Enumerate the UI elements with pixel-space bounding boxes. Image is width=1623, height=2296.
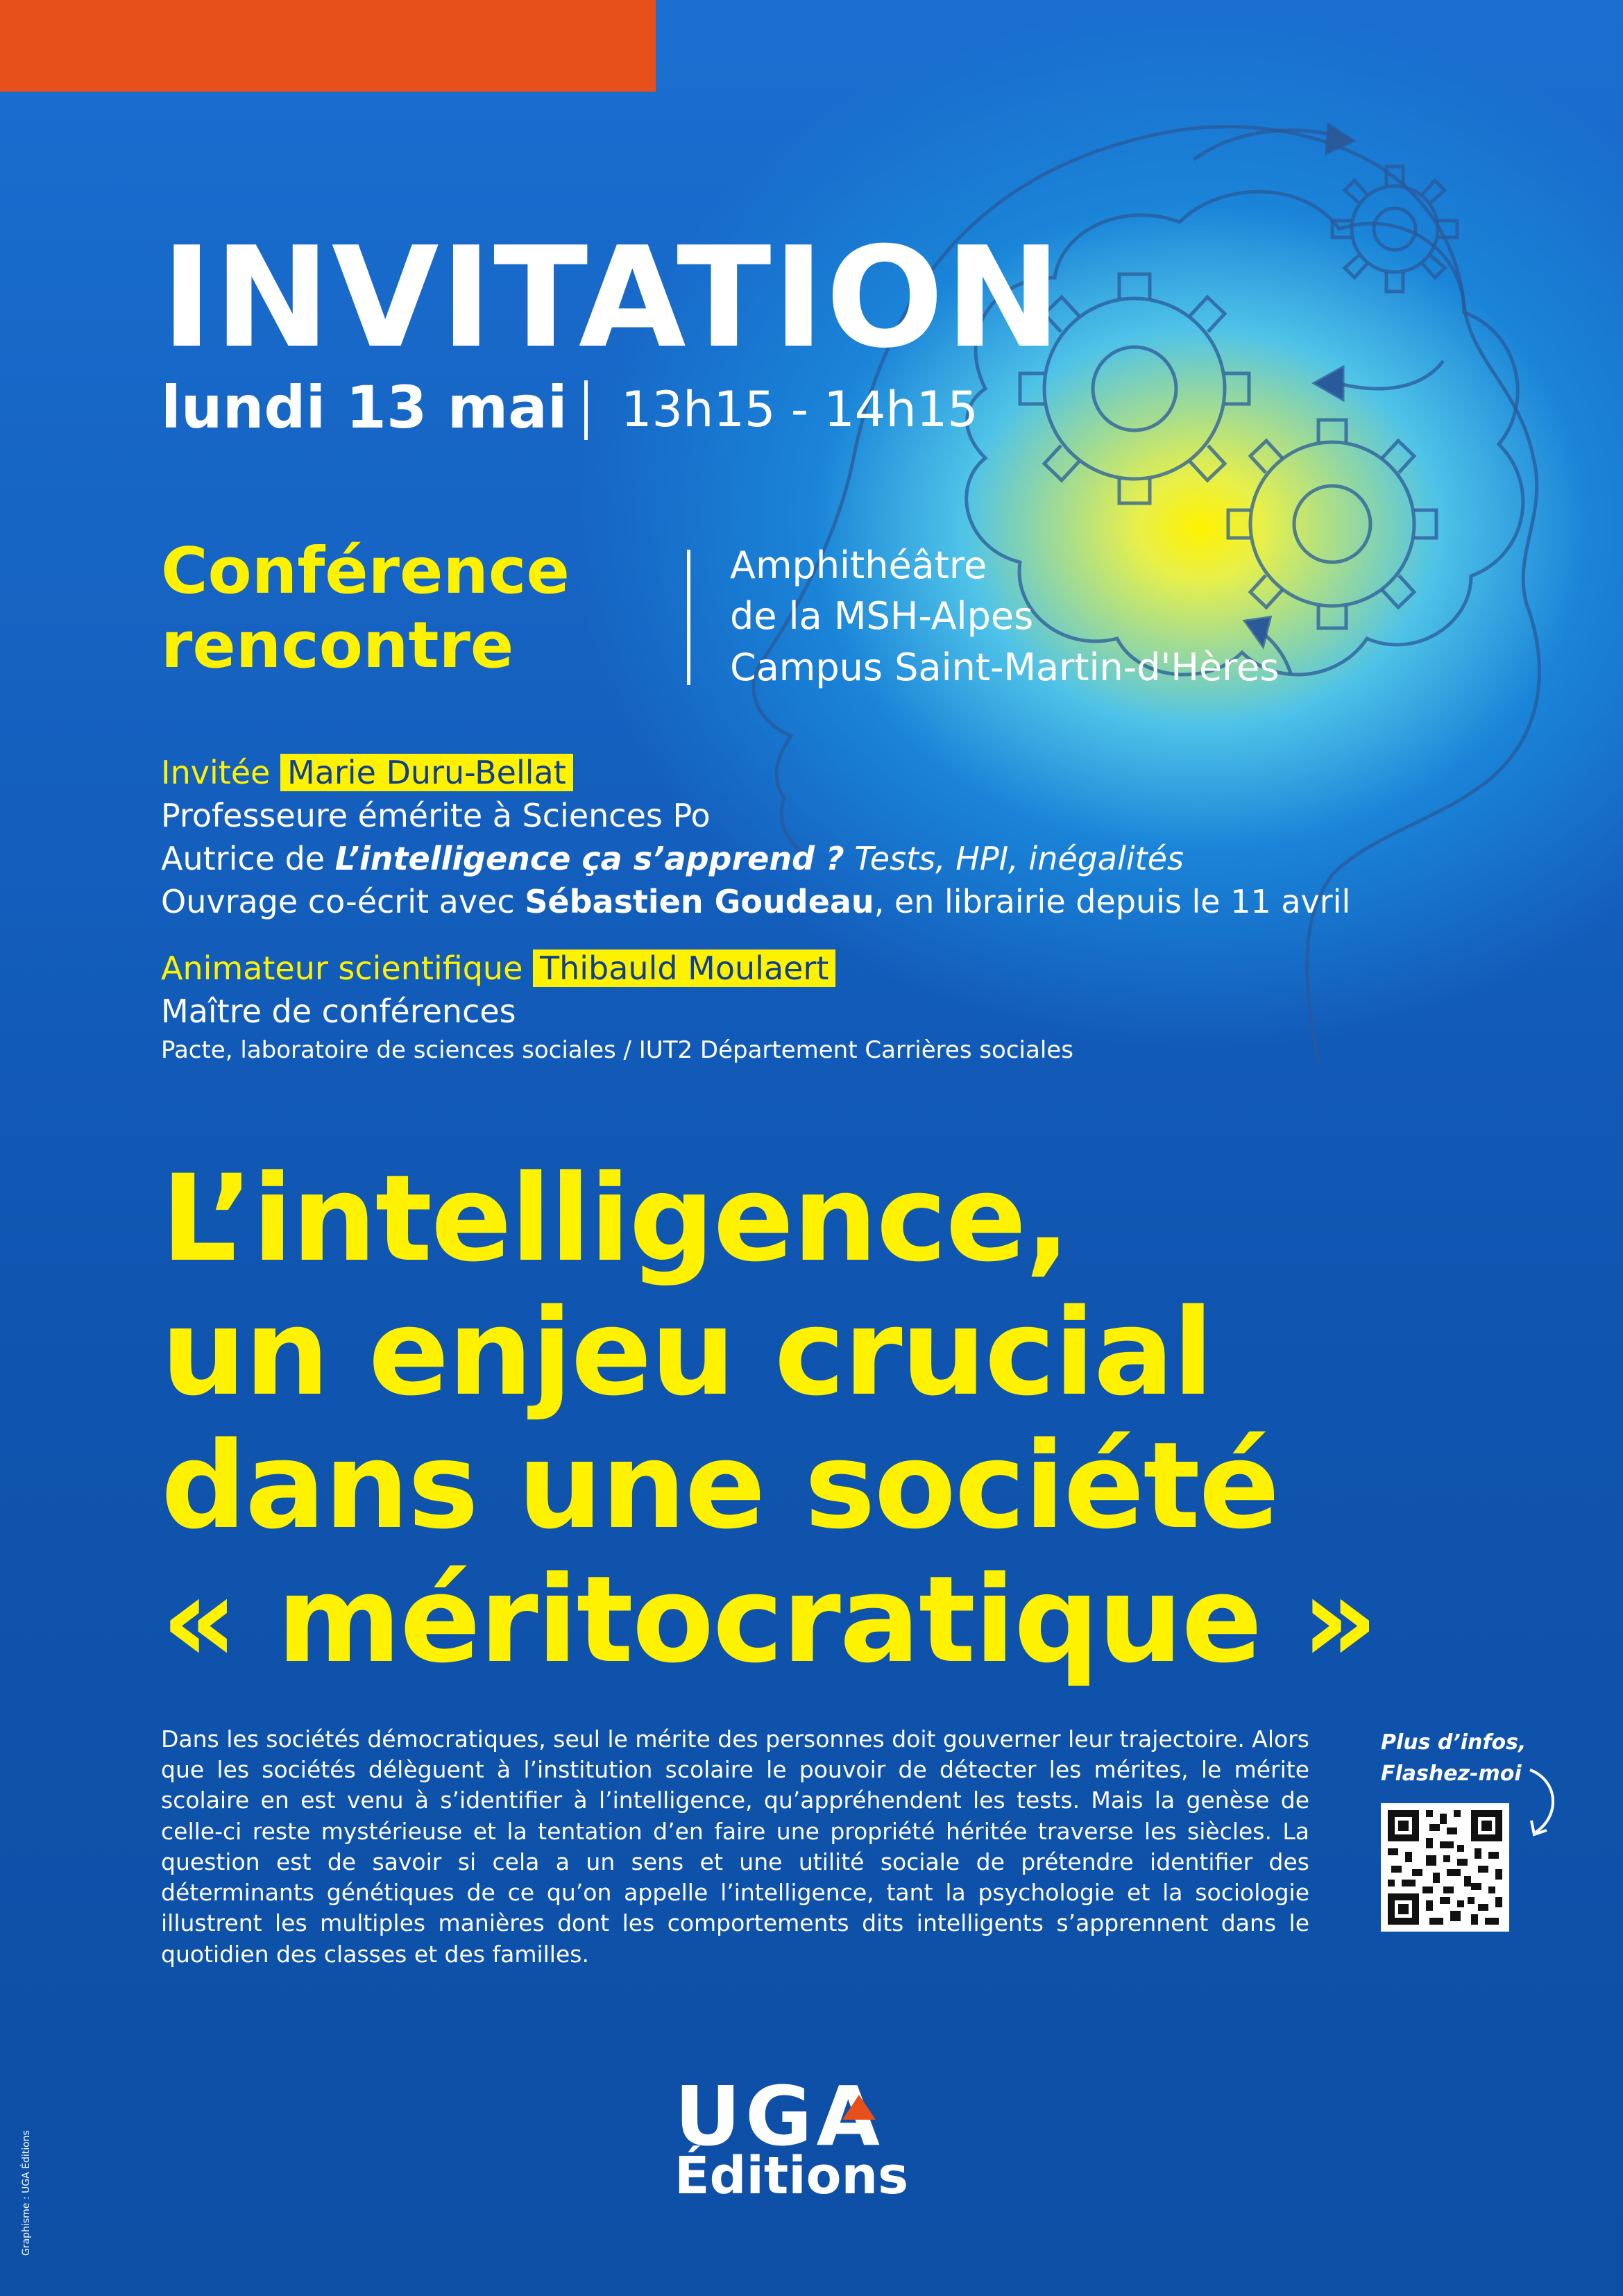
headline [161,1149,1377,1689]
invitation-title: INVITATION [161,217,1063,379]
coauthor-prefix: Ouvrage co-écrit avec [161,883,525,920]
qr-code[interactable] [1381,1803,1509,1932]
book-subtitle: Tests, HPI, inégalités [854,840,1184,877]
guest-book [161,840,1184,877]
book-title: L’intelligence ça s’apprend ? [334,840,844,877]
guest-title: Professeure émérite à Sciences Po [161,797,711,834]
arrow-middle-icon [1332,361,1443,389]
event-type [161,534,570,682]
venue-divider [687,550,690,685]
book-prefix: Autrice de [161,840,335,877]
design-credit: Graphisme : UGA Éditions [21,2130,32,2256]
guest-coauthor [161,883,1351,920]
venue-line3: Campus Saint-Martin-d'Hères [730,645,1280,689]
venue-line1: Amphithéâtre [730,543,987,587]
headline-line4: « méritocratique » [161,1549,1377,1689]
qr-code-icon [1381,1803,1509,1932]
moderator-affiliation: Pacte, laboratoire de sciences sociales / IUT2 Département Carrières sociales [161,1036,1073,1064]
qr-label [1381,1727,1526,1789]
headline-line3: dans une société [161,1416,1279,1556]
headline-line1: L’intelligence, [161,1149,1069,1288]
gear-small-icon [1332,167,1457,292]
coauthor-suffix: , en librairie depuis le 11 avril [874,883,1351,920]
event-date: lundi 13 mai [161,373,568,441]
moderator-heading [161,949,835,987]
venue-line2: de la MSH-Alpes [730,594,1034,639]
event-type-line2: rencontre [161,607,514,682]
qr-label-line2: Flashez-moi [1381,1762,1522,1786]
event-type-line1: Conférence [161,534,570,608]
event-venue [730,540,1280,693]
moderator-title: Maître de conférences [161,993,516,1030]
uga-logo-triangle-icon [842,2095,876,2120]
editions-logo-text: Éditions [674,2146,909,2206]
event-time: 13h15 - 14h15 [621,381,978,438]
uga-logo: UGA [674,2068,884,2164]
guest-name: Marie Duru-Bellat [280,754,573,791]
description-paragraph: Dans les sociétés démocratiques, seul le mérite des personnes doit gouverner leur trajectoire. Alors que les sociétés délèguent à l’institution scolaire le pouvoir de détecter les mérites, le mérite scolaire en est venu à s’identifier à l’intelligence, qu’appréhendent les tests. Mais la genèse de celle-ci reste mystérieuse et la tentation d’en faire une propriété héritée traverse les siècles. La question est de savoir si cela a un sens et une utilité sociale de prétendre identifier des déterminants génétiques de ce qu’on appelle l’intelligence, tant la psychologie et la sociologie illustrent les multiples manières dont les comportements dits intelligents s’apprennent dans le quotidien des classes et des familles. [161,1725,1309,1968]
coauthor-name: Sébastien Goudeau [525,883,874,920]
date-divider [584,380,588,440]
guest-label: Invitée [161,754,271,791]
headline-line2: un enjeu crucial [161,1282,1212,1422]
arrow-top-icon [1193,130,1346,160]
curved-arrow-icon [1523,1766,1565,1843]
qr-label-line1: Plus d’infos, [1381,1730,1527,1755]
moderator-name: Thibauld Moulaert [533,949,835,987]
guest-heading [161,754,573,791]
moderator-label: Animateur scientifique [161,949,523,987]
